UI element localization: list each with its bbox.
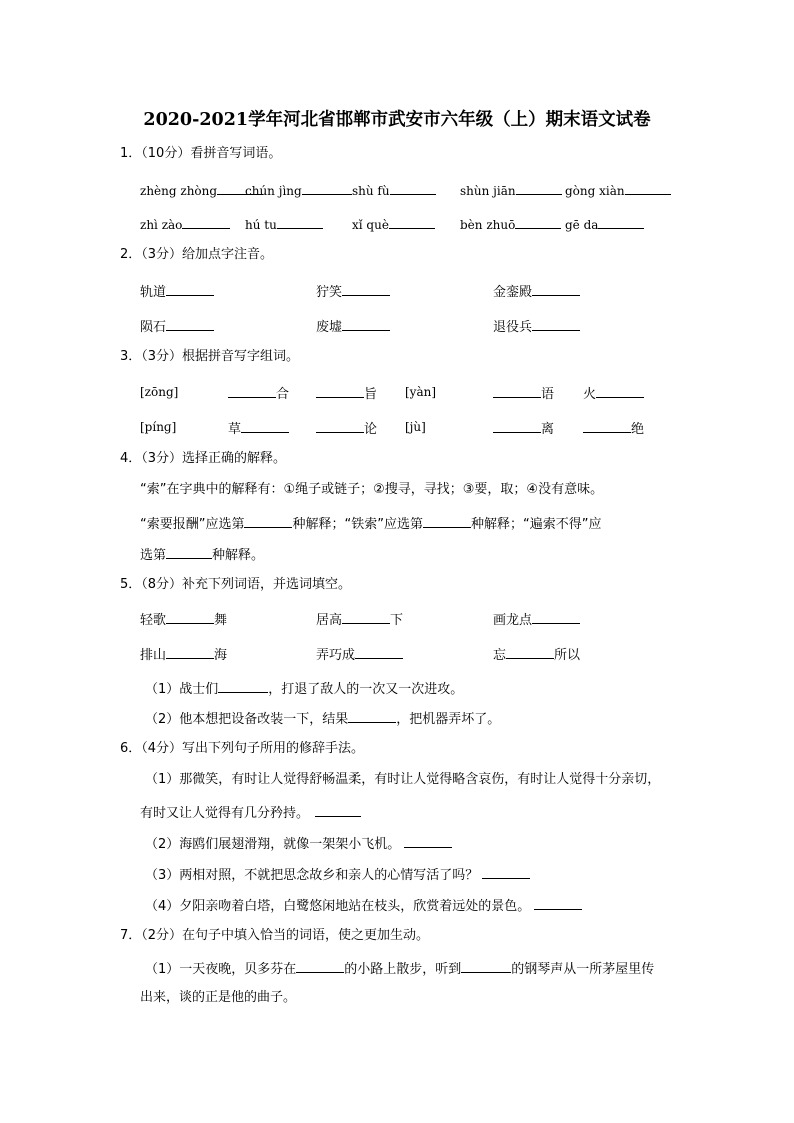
answer-blank[interactable] [166,644,214,659]
q3-item: 火 [583,383,644,404]
answer-blank[interactable] [482,864,530,879]
q2-item: 陨石 [140,316,214,337]
q3-item: 合 [228,383,289,404]
answer-blank[interactable] [355,644,403,659]
q5-item: 排山 海 [140,644,227,665]
q3-item: 语 [493,383,554,404]
question-7-heading: 7．（2分）在句子中填入恰当的词语，使之更加生动。 [120,928,430,943]
q5-sentence: （2）他本想把设备改装一下，结果 ，把机器弄坏了。 [145,708,500,729]
answer-blank[interactable] [423,513,471,528]
answer-blank[interactable] [315,802,361,817]
q5-sentence: （1）战士们 ，打退了敌人的一次又一次进攻。 [145,678,463,699]
question-5-heading: 5．（8分）补充下列词语，并选词填空。 [120,577,352,592]
q1-item: bèn zhuō [460,214,561,234]
q3-pinyin: [yàn] [405,385,437,399]
answer-blank[interactable] [316,383,364,398]
answer-blank[interactable] [342,281,390,296]
answer-blank[interactable] [348,708,396,723]
answer-blank[interactable] [241,418,289,433]
answer-blank[interactable] [534,895,582,910]
q6-sentence: （1）那微笑，有时让人觉得舒畅温柔，有时让人觉得略含哀伤，有时让人觉得十分亲切， [145,772,661,787]
q3-item: 绝 [583,418,644,439]
q7-sentence: （1）一天夜晚，贝多芬在 的小路上散步，听到 的钢琴声从一所茅屋里传 [145,958,654,979]
answer-blank[interactable] [532,609,580,624]
question-2-heading: 2．（3分）给加点字注音。 [120,247,274,262]
q3-pinyin: [pínɡ] [140,420,177,434]
answer-blank[interactable] [493,383,541,398]
answer-blank[interactable] [506,644,554,659]
answer-blank[interactable] [166,281,214,296]
answer-blank[interactable] [302,180,352,195]
question-3-heading: 3．（3分）根据拼音写字组词。 [120,349,300,364]
q1-item: gòng xiàn [565,180,671,200]
answer-blank[interactable] [182,214,230,229]
page-title: 2020-2021学年河北省邯郸市武安市六年级（上）期末语文试卷 [143,110,651,130]
q2-item: 退役兵 [493,316,580,337]
q6-sentence: （4）夕阳亲吻着白塔，白鹭悠闲地站在枝头，欣赏着远处的景色。 [145,895,582,916]
answer-blank[interactable] [461,958,511,973]
answer-blank[interactable] [342,609,390,624]
q1-item: gē da [565,214,644,234]
answer-blank[interactable] [596,383,644,398]
question-6-heading: 6．（4分）写出下列句子所用的修辞手法。 [120,741,365,756]
q2-item: 废墟 [316,316,390,337]
q1-item: shùn jiān [460,180,562,200]
question-4-heading: 4．（3分）选择正确的解释。 [120,451,287,466]
answer-blank[interactable] [244,513,292,528]
answer-blank[interactable] [515,214,561,229]
answer-blank[interactable] [532,316,580,331]
answer-blank[interactable] [516,180,562,195]
question-1-heading: 1．（10分）看拼音写词语。 [120,146,282,161]
q5-item: 弄巧成 [316,644,403,665]
answer-blank[interactable] [404,833,452,848]
q1-item: zhì zào [140,214,230,234]
q7-sentence: 出来，谈的正是他的曲子。 [140,990,297,1005]
q3-item: 论 [316,418,377,439]
q1-item: hú tu [245,214,323,234]
q3-item: 草 [228,418,289,439]
answer-blank[interactable] [218,678,268,693]
q2-item: 轨道 [140,281,214,302]
q1-item: zhèng zhòng [140,180,263,200]
answer-blank[interactable] [277,214,323,229]
answer-blank[interactable] [389,214,435,229]
answer-blank[interactable] [166,609,214,624]
q3-item: 旨 [316,383,377,404]
q3-pinyin: [jù] [405,420,426,434]
answer-blank[interactable] [296,958,344,973]
answer-blank[interactable] [625,180,671,195]
q4-text: 选第 种解释。 [140,544,264,565]
q4-text: “索”在字典中的解释有：①绳子或链子；②搜寻，寻找；③要，取；④没有意味。 [140,482,604,497]
answer-blank[interactable] [228,383,276,398]
answer-blank[interactable] [316,418,364,433]
q3-pinyin: [zōng] [140,385,179,399]
q5-item: 忘 所以 [493,644,580,665]
q5-item: 居高 下 [316,609,403,630]
answer-blank[interactable] [166,544,212,559]
answer-blank[interactable] [390,180,436,195]
q1-item: chún jìng [245,180,352,200]
q2-item: 狞笑 [316,281,390,302]
q1-item: shù fù [352,180,436,200]
q1-item: xǐ què [352,214,435,234]
answer-blank[interactable] [166,316,214,331]
answer-blank[interactable] [598,214,644,229]
q4-text: “索要报酬”应选第 种解释；“铁索”应选第 种解释；“遍索不得”应 [140,513,601,534]
q6-sentence: 有时又让人觉得有几分矜持。 [140,802,361,823]
answer-blank[interactable] [532,281,580,296]
q2-item: 金銮殿 [493,281,580,302]
answer-blank[interactable] [583,418,631,433]
answer-blank[interactable] [342,316,390,331]
q3-item: 离 [493,418,554,439]
q6-sentence: （2）海鸥们展翅滑翔，就像一架架小飞机。 [145,833,452,854]
q6-sentence: （3）两相对照，不就把思念故乡和亲人的心情写活了吗？ [145,864,530,885]
answer-blank[interactable] [493,418,541,433]
q5-item: 轻歌 舞 [140,609,227,630]
q5-item: 画龙点 [493,609,580,630]
